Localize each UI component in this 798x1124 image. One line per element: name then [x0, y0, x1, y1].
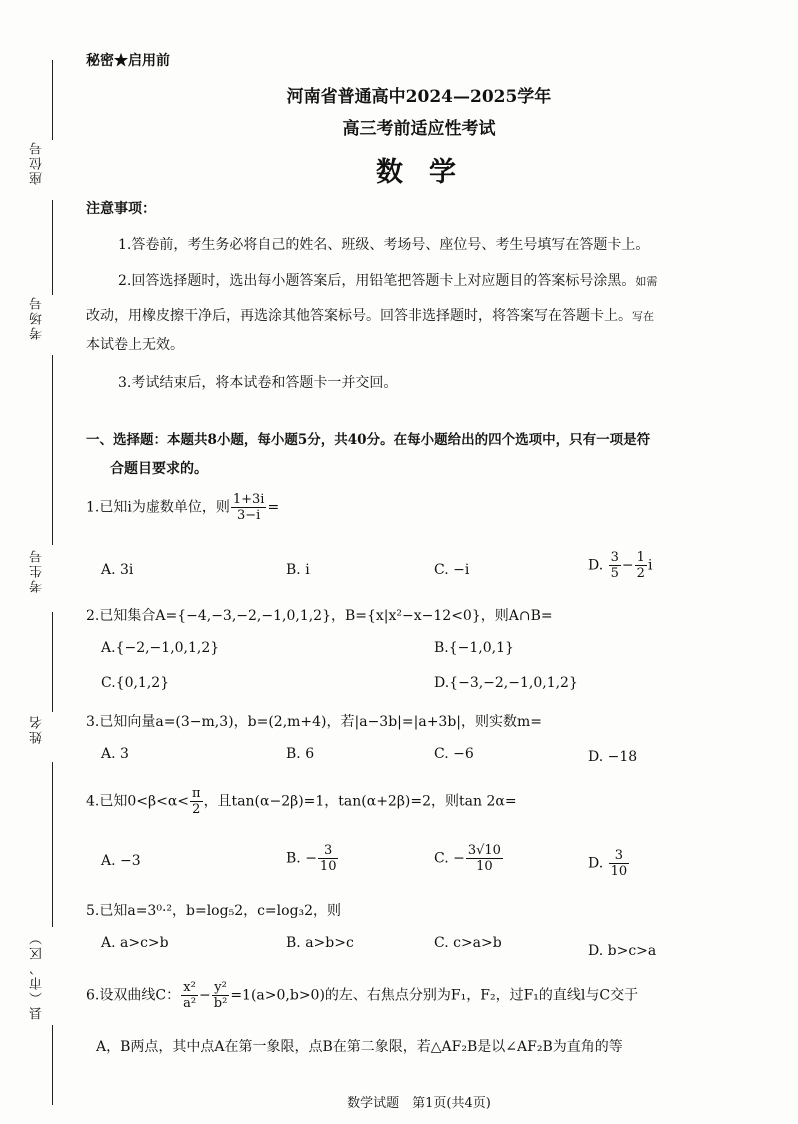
- option-b: [286, 843, 339, 874]
- student-no-label: 考生号: [30, 548, 45, 593]
- county-label: 县（市、区）: [30, 930, 45, 1020]
- option-d: D. −18: [588, 749, 638, 765]
- option-d: [588, 848, 630, 879]
- option-b: B. 6: [286, 746, 315, 762]
- fraction-denominator: 10: [610, 864, 628, 879]
- question-6-stem: [86, 980, 638, 1011]
- fraction-denominator: 3−i: [236, 508, 261, 523]
- fraction-numerator: x²: [181, 980, 198, 996]
- fraction-denominator: 5: [610, 566, 619, 581]
- fraction-numerator: 3√10: [467, 843, 501, 858]
- fraction-numerator: π: [192, 786, 201, 801]
- fraction-numerator: 1: [636, 550, 645, 565]
- question-text: 6.设双曲线C：: [86, 987, 181, 1004]
- option-b: B. a>b>c: [286, 935, 354, 951]
- fraction-denominator: 10: [319, 859, 337, 874]
- option-label: C. −: [434, 850, 465, 867]
- fraction: [190, 786, 203, 817]
- fraction-denominator: b²: [213, 996, 228, 1011]
- notice-handwritten-note: 写在: [632, 310, 654, 323]
- seat-label: 座位号: [30, 140, 45, 185]
- question-3-stem: 3.已知向量a=(3−m,3)，b=(2,m+4)，若|a−3b|=|a+3b|，则实数m=: [86, 714, 543, 730]
- fraction: [635, 550, 647, 581]
- option-label: B. −: [286, 850, 317, 867]
- notice-item-3: 3.考试结束后，将本试卷和答题卡一并交回。: [118, 375, 398, 391]
- option-c: C. c>a>b: [434, 935, 502, 951]
- page-footer: 数学试题 第1页(共4页): [347, 1096, 491, 1111]
- option-a: A. 3: [101, 746, 129, 762]
- option-text: i: [647, 557, 653, 574]
- option-a: A. a>c>b: [101, 935, 169, 951]
- option-b: B.{−1,0,1}: [434, 640, 514, 656]
- question-2-stem: 2.已知集合A={−4,−3,−2,−1,0,1,2}，B={x|x²−x−12<0}，则A∩B=: [86, 608, 553, 624]
- question-4-stem: [86, 786, 517, 817]
- exam-title: 河南省普通高中2024—2025学年: [286, 87, 552, 107]
- fraction-numerator: 3: [318, 843, 339, 859]
- margin-line: [52, 355, 53, 545]
- option-c: C. −6: [434, 746, 474, 762]
- secret-tag: 秘密★启用前: [86, 53, 170, 69]
- section-heading: 一、选择题：本题共8小题，每小题5分，共40分。在每小题给出的四个选项中，只有一项是符: [86, 432, 651, 448]
- question-text: 1.已知i为虚数单位，则: [86, 499, 230, 516]
- fraction-denominator: a²: [183, 996, 197, 1011]
- question-text: ，且tan(α−2β)=1，tan(α+2β)=2，则tan 2α=: [203, 793, 517, 810]
- option-a: A. −3: [101, 853, 141, 869]
- margin-line: [52, 612, 53, 712]
- question-1-stem: [86, 492, 279, 523]
- exam-subtitle: 高三考前适应性考试: [342, 119, 496, 139]
- fraction-denominator: 2: [192, 802, 201, 817]
- option-label: D.: [588, 557, 608, 574]
- fraction: [181, 980, 198, 1011]
- notice-handwritten-note: 如需: [635, 275, 658, 288]
- option-d: [588, 550, 652, 581]
- notice-heading: 注意事项：: [86, 201, 156, 217]
- question-text: −: [199, 987, 211, 1004]
- fraction: [609, 848, 630, 879]
- option-c: [434, 843, 504, 874]
- question-text: =1(a>0,b>0)的左、右焦点分别为F₁，F₂，过F₁的直线l与C交于: [230, 987, 639, 1004]
- notice-item-2: [118, 270, 657, 290]
- exam-room-label: 考场号: [30, 295, 45, 340]
- fraction: [318, 843, 339, 874]
- margin-line: [52, 200, 53, 295]
- option-a: A. 3i: [101, 562, 134, 578]
- option-label: D.: [588, 855, 608, 872]
- fraction-denominator: 2: [636, 566, 645, 581]
- option-c: C.{0,1,2}: [101, 675, 170, 691]
- fraction: [212, 980, 230, 1011]
- option-d: D.{−3,−2,−1,0,1,2}: [434, 675, 578, 691]
- question-6-cont: A，B两点，其中点A在第一象限，点B在第二象限，若△AF₂B是以∠AF₂B为直角的等: [96, 1039, 623, 1055]
- notice-item-2-text: 改动，用橡皮擦干净后，再选涂其他答案标号。回答非选择题时，将答案写在答题卡上。: [86, 308, 632, 324]
- option-a: A.{−2,−1,0,1,2}: [101, 640, 220, 656]
- question-5-stem: 5.已知a=3⁰·²，b=log₅2，c=log₃2，则: [86, 903, 342, 919]
- option-text: −: [621, 557, 634, 574]
- option-c: C. −i: [434, 562, 470, 578]
- question-text: 4.已知0<β<α<: [86, 793, 190, 810]
- option-d: D. b>c>a: [588, 943, 657, 959]
- notice-item-2-end: 本试卷上无效。: [86, 337, 184, 353]
- fraction: [609, 550, 621, 581]
- section-heading-cont: 合题目要求的。: [110, 461, 208, 477]
- fraction-numerator: 3: [610, 550, 619, 565]
- fraction-denominator: 10: [476, 859, 493, 874]
- fraction-numerator: y²: [212, 980, 230, 996]
- name-label: 姓名: [30, 714, 45, 744]
- option-b: B. i: [286, 562, 310, 578]
- notice-item-2-cont: [86, 305, 654, 325]
- margin-line: [52, 762, 53, 927]
- fraction: [231, 492, 267, 523]
- fraction: [466, 843, 503, 874]
- fraction-numerator: 1+3i: [232, 492, 265, 507]
- subject-title: 数学: [376, 157, 482, 188]
- fraction-numerator: 3: [609, 848, 630, 864]
- notice-item-1: 1.答卷前，考生务必将自己的姓名、班级、考场号、座位号、考生号填写在答题卡上。: [118, 237, 650, 253]
- question-text: =: [267, 499, 280, 516]
- notice-item-2-text: 2.回答选择题时，选出每小题答案后，用铅笔把答题卡上对应题目的答案标号涂黑。: [118, 273, 636, 289]
